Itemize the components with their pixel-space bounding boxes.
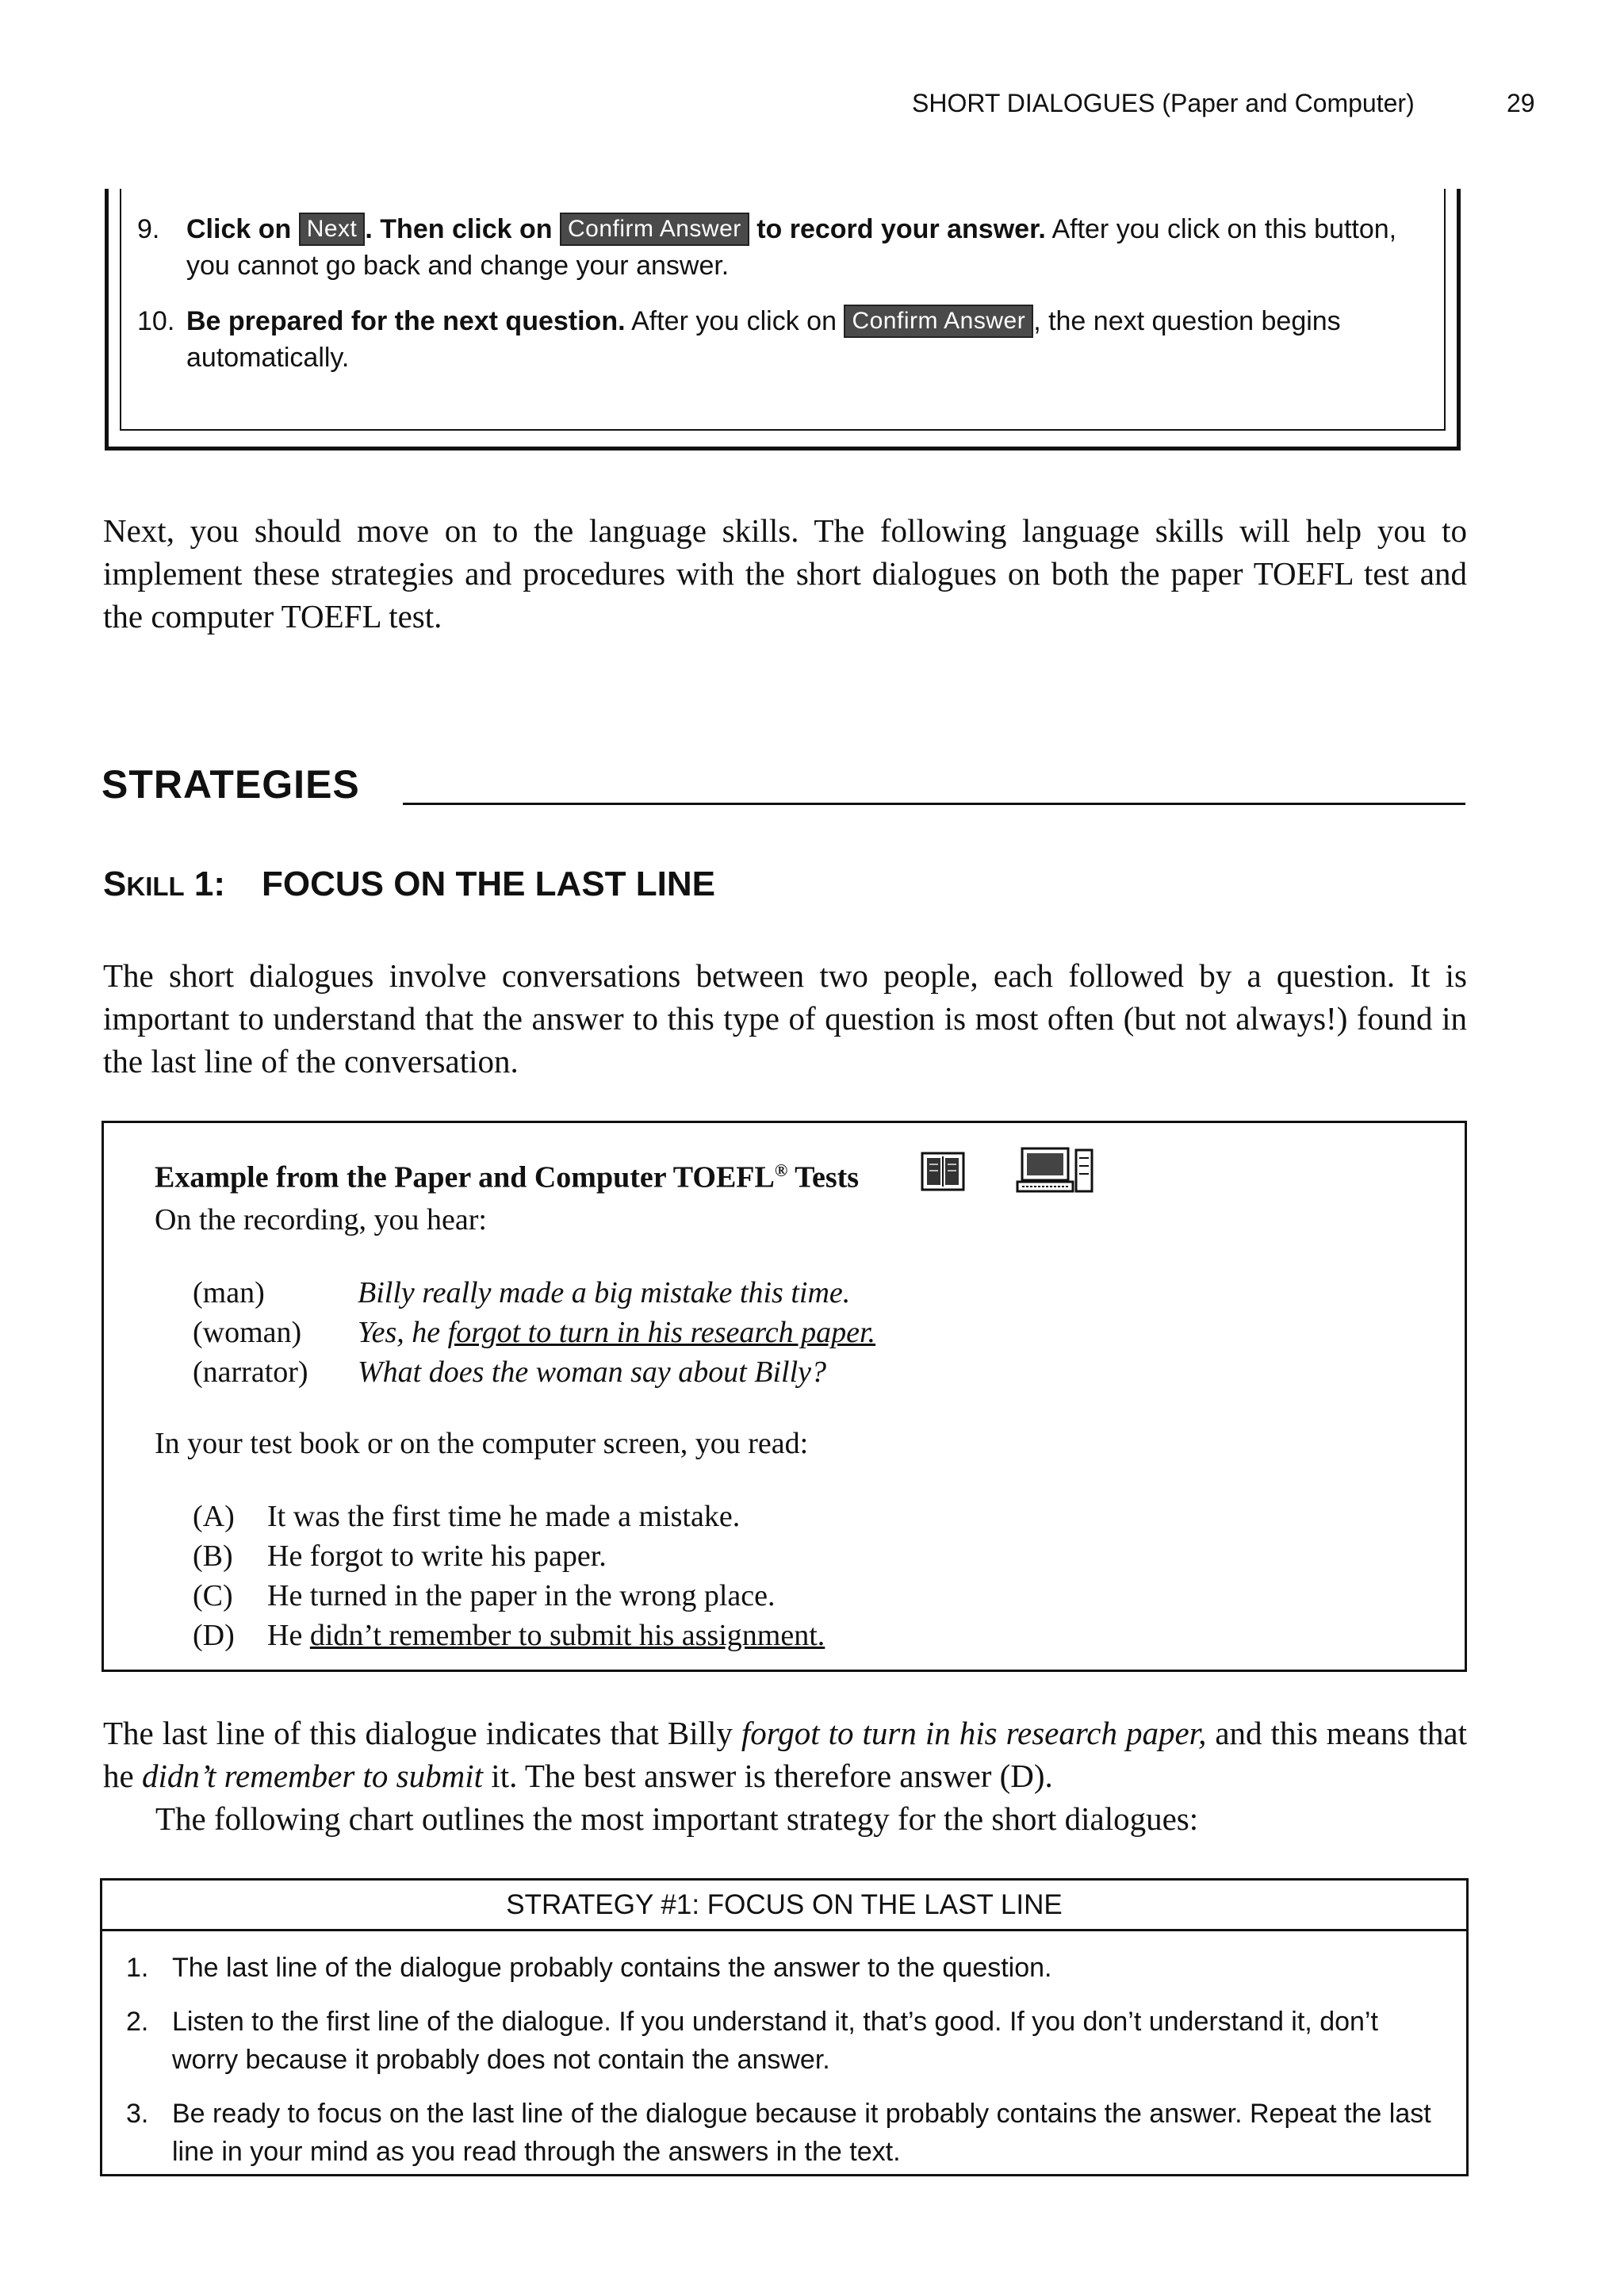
skill-label xyxy=(103,865,225,904)
strategy-item-number: 1. xyxy=(126,1953,149,1983)
strategy-item-text: The last line of the dialogue probably contains the answer to the question. xyxy=(172,1953,1052,1983)
registered-mark: ® xyxy=(774,1160,788,1180)
hear-label: On the recording, you hear: xyxy=(155,1203,487,1237)
speaker-label: (woman) xyxy=(193,1316,302,1349)
step-9 xyxy=(137,211,1423,284)
steps-box-inner-frame xyxy=(120,189,1446,431)
speaker-label: (narrator) xyxy=(193,1355,308,1389)
answer-underlined: didn’t remember to submit his assignment. xyxy=(309,1619,825,1652)
running-header: SHORT DIALOGUES (Paper and Computer) xyxy=(912,89,1415,117)
option-text: It was the first time he made a mistake. xyxy=(267,1500,741,1533)
skill-label-initial: S xyxy=(103,865,127,903)
step-bold-text: Be prepared for the next question. xyxy=(186,306,626,336)
dialogue-line xyxy=(358,1313,875,1352)
explanation-italic: forgot to turn in his research paper, xyxy=(741,1715,1207,1751)
read-label: In your test book or on the computer screen, you read: xyxy=(155,1427,809,1460)
step-plain-text: , the next question begins automatically. xyxy=(186,306,1341,373)
strategy-item-text: Listen to the first line of the dialogue. If you understand it, that’s good. If you don’t understand it, don’t worry because it probably does not contain the answer. xyxy=(172,2007,1378,2075)
strategy-item xyxy=(126,2095,1441,2171)
skill-label-number: 1: xyxy=(193,865,226,903)
step-plain-text: After you click on this button, you cannot go back and change your answer. xyxy=(186,214,1397,281)
step-number: 9. xyxy=(137,214,160,244)
book-icon xyxy=(921,1152,965,1195)
strategy-item-text: Be ready to focus on the last line of the dialogue because it probably contains the answer. Repeat the last line in your mind as you read through the answers in the text. xyxy=(172,2099,1431,2167)
explanation-text: it. The best answer is therefore answer (D). xyxy=(483,1758,1053,1794)
dialogue-line: Billy really made a big mistake this time. xyxy=(358,1276,851,1309)
computer-icon xyxy=(1016,1147,1095,1198)
strategy-item xyxy=(126,2003,1441,2079)
option-letter: (B) xyxy=(193,1539,233,1573)
strategy-item xyxy=(126,1949,1441,1987)
example-title-text: Example from the Paper and Computer TOEFL xyxy=(155,1160,775,1194)
option-text-start: He xyxy=(267,1619,310,1652)
section-rule xyxy=(403,803,1465,805)
explanation-italic: didn’t remember to submit xyxy=(141,1758,484,1794)
confirm-answer-button-graphic: Confirm Answer xyxy=(560,213,749,246)
option-text: He forgot to write his paper. xyxy=(267,1539,607,1573)
chart-intro-paragraph: The following chart outlines the most important strategy for the short dialogues: xyxy=(155,1800,1199,1837)
option-letter: (C) xyxy=(193,1579,233,1612)
example-box xyxy=(102,1121,1467,1672)
dialogue-line: What does the woman say about Billy? xyxy=(358,1355,827,1389)
explanation-paragraph xyxy=(103,1712,1467,1797)
option-letter: (D) xyxy=(193,1619,235,1652)
strategy-item-number: 3. xyxy=(126,2099,149,2129)
skill-label-rest: KILL xyxy=(126,872,185,901)
strategy-title: STRATEGY #1: FOCUS ON THE LAST LINE xyxy=(102,1881,1466,1931)
step-bold-text: . Then click on xyxy=(365,214,553,244)
dialogue-line-start: Yes, he xyxy=(358,1316,448,1349)
key-phrase-underlined: forgot to turn in his research paper. xyxy=(447,1316,876,1349)
strategy-item-number: 2. xyxy=(126,2007,149,2037)
steps-box xyxy=(105,189,1461,451)
option-text: He turned in the paper in the wrong place. xyxy=(267,1579,776,1612)
step-bold-text: Click on xyxy=(186,214,292,244)
explanation-text: The last line of this dialogue indicates that Billy xyxy=(103,1715,741,1751)
step-number: 10. xyxy=(137,306,175,336)
section-heading: STRATEGIES xyxy=(102,762,360,807)
example-title xyxy=(155,1152,859,1197)
confirm-answer-button-graphic: Confirm Answer xyxy=(844,305,1033,338)
step-10 xyxy=(137,303,1423,376)
skill-title: FOCUS ON THE LAST LINE xyxy=(262,865,715,903)
next-button-graphic: Next xyxy=(299,213,366,246)
step-bold-text: to record your answer. xyxy=(756,214,1046,244)
explanation-text: and this means that he xyxy=(103,1715,1467,1794)
intro-paragraph: Next, you should move on to the language skills. The following language skills will help you to implement these strategies and procedures with the short dialogues on both the paper TOEFL test and the computer TOEFL test. xyxy=(103,512,1467,635)
page-number: 29 xyxy=(1507,89,1535,117)
option-letter: (A) xyxy=(193,1500,235,1533)
strategy-box xyxy=(100,1878,1469,2176)
step-plain-text: After you click on xyxy=(631,306,837,336)
speaker-label: (man) xyxy=(193,1276,265,1309)
example-title-end: Tests xyxy=(795,1160,860,1194)
option-text xyxy=(267,1616,825,1654)
skill-paragraph: The short dialogues involve conversations between two people, each followed by a question. It is important to understand that the answer to this type of question is most often (but not always!) found in the last line of the conversation. xyxy=(103,957,1467,1079)
